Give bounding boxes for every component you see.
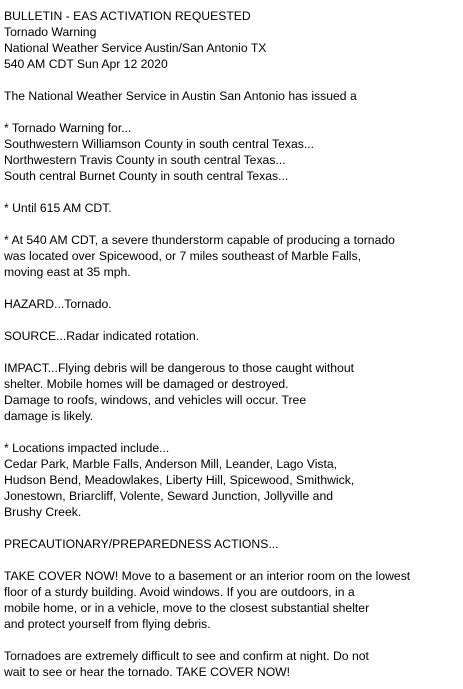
impact-line: Damage to roofs, windows, and vehicles will occur. Tree (4, 393, 307, 407)
storm-location-line: * At 540 AM CDT, a severe thunderstorm capable of producing a tornado (4, 233, 395, 247)
bulletin-text (4, 8, 459, 680)
blank-line (4, 632, 459, 648)
source-line: SOURCE...Radar indicated rotation. (4, 329, 200, 343)
blank-line (4, 552, 459, 568)
locations-heading: * Locations impacted include... (4, 441, 170, 455)
bulletin-header: BULLETIN - EAS ACTIVATION REQUESTED (4, 9, 251, 23)
hazard-line: HAZARD...Tornado. (4, 297, 112, 311)
county-line: South central Burnet County in south central Texas... (4, 169, 289, 183)
issue-time: 540 AM CDT Sun Apr 12 2020 (4, 57, 168, 71)
blank-line (4, 344, 459, 360)
issuing-office: National Weather Service Austin/San Antonio TX (4, 41, 267, 55)
storm-location-line: was located over Spicewood, or 7 miles southeast of Marble Falls, (4, 249, 361, 263)
expiry-line: * Until 615 AM CDT. (4, 201, 112, 215)
action-line: and protect yourself from flying debris. (4, 617, 211, 631)
impact-line: IMPACT...Flying debris will be dangerous to those caught without (4, 361, 355, 375)
blank-line (4, 520, 459, 536)
intro-line: The National Weather Service in Austin San Antonio has issued a (4, 89, 357, 103)
blank-line (4, 72, 459, 88)
storm-location-line: moving east at 35 mph. (4, 265, 131, 279)
blank-line (4, 280, 459, 296)
blank-line (4, 312, 459, 328)
blank-line (4, 104, 459, 120)
warning-type: Tornado Warning (4, 25, 97, 39)
action-line: TAKE COVER NOW! Move to a basement or an interior room on the lowest (4, 569, 411, 583)
action-line: mobile home, or in a vehicle, move to the closest substantial shelter (4, 601, 370, 615)
impact-line: damage is likely. (4, 409, 94, 423)
warning-for-heading: * Tornado Warning for... (4, 121, 132, 135)
blank-line (4, 424, 459, 440)
county-line: Northwestern Travis County in south central Texas... (4, 153, 286, 167)
locations-line: Brushy Creek. (4, 505, 82, 519)
blank-line (4, 184, 459, 200)
night-warning-line: Tornadoes are extremely difficult to see and confirm at night. Do not (4, 649, 369, 663)
night-warning-line: wait to see or hear the tornado. TAKE COVER NOW! (4, 665, 291, 679)
locations-line: Jonestown, Briarcliff, Volente, Seward Junction, Jollyville and (4, 489, 334, 503)
precautionary-heading: PRECAUTIONARY/PREPAREDNESS ACTIONS... (4, 537, 279, 551)
locations-line: Cedar Park, Marble Falls, Anderson Mill, Leander, Lago Vista, (4, 457, 338, 471)
action-line: floor of a sturdy building. Avoid windows. If you are outdoors, in a (4, 585, 355, 599)
impact-line: shelter. Mobile homes will be damaged or destroyed. (4, 377, 289, 391)
blank-line (4, 216, 459, 232)
county-line: Southwestern Williamson County in south central Texas... (4, 137, 315, 151)
locations-line: Hudson Bend, Meadowlakes, Liberty Hill, Spicewood, Smithwick, (4, 473, 355, 487)
